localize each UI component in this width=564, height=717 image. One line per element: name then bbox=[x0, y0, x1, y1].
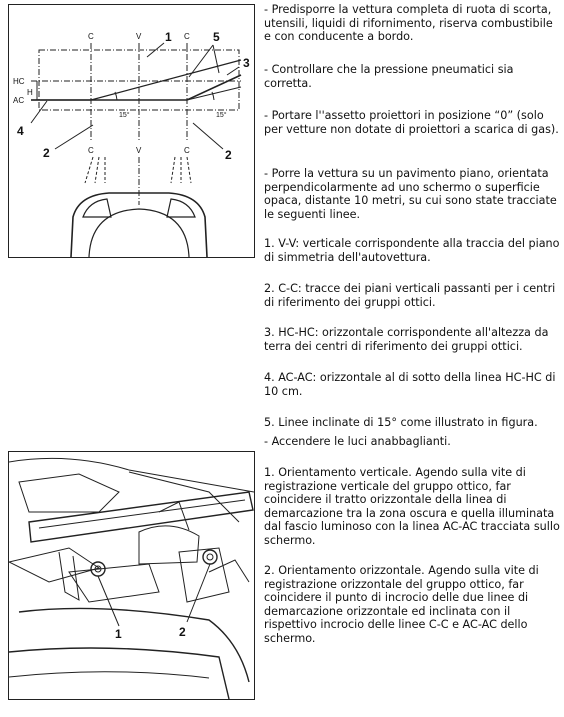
definition-c-c: 2. C-C: tracce dei piani verticali passanti per i centri di riferimento dei gruppi ottici. bbox=[264, 282, 556, 309]
callout-4: 4 bbox=[17, 124, 24, 138]
adjustment-screws-illustration bbox=[8, 451, 255, 700]
cross-member bbox=[29, 492, 253, 542]
instruction-tyre-pressure: - Controllare che la pressione pneumatici sia corretta. bbox=[264, 63, 514, 90]
leader-screw-2 bbox=[187, 564, 210, 622]
label-c-top-left: C bbox=[88, 32, 94, 41]
label-ac: AC bbox=[13, 96, 25, 105]
headlight-right bbox=[167, 199, 195, 217]
callout-2-right: 2 bbox=[225, 148, 232, 162]
instruction-headlamp-trim: - Portare l''assetto proiettori in posizione “0” (solo per vetture non dotate di proiettori a scarica di gas). bbox=[264, 109, 559, 136]
leader-screw-1 bbox=[98, 576, 119, 626]
instruction-prepare-vehicle: - Predisporre la vettura completa di ruota di scorta, utensili, liquidi di rifornimento, riserva combustibile e con conducente a bordo. bbox=[264, 3, 553, 44]
engine-edge bbox=[9, 458, 254, 492]
callout-screw-1: 1 bbox=[115, 627, 122, 641]
label-v-bottom: V bbox=[136, 146, 142, 155]
definition-hc-hc: 3. HC-HC: orizzontale corrispondente all'altezza da terra dei centri di riferimento dei gruppi ottici. bbox=[264, 326, 549, 353]
definition-inclined-lines: 5. Linee inclinate di 15° come illustrato in figura. bbox=[264, 416, 538, 429]
callout-screw-2: 2 bbox=[179, 625, 186, 639]
label-c-top-right: C bbox=[184, 32, 190, 41]
step-vertical-aiming: 1. Orientamento verticale. Agendo sulla vite di registrazione verticale del gruppo ottico, far coincidere il tratto orizzontale della linea di demarcazione tra la zona oscura e quella illuminata dal fascio luminoso con la linea AC-AC tracciata sullo schermo. bbox=[264, 466, 560, 547]
label-c-bottom-right: C bbox=[184, 146, 190, 155]
callout-1: 1 bbox=[165, 30, 172, 44]
headlight-left bbox=[83, 199, 111, 217]
label-hc: HC bbox=[13, 77, 25, 86]
label-v-top: V bbox=[136, 32, 142, 41]
callout-2-left: 2 bbox=[43, 146, 50, 160]
callout-3: 3 bbox=[243, 56, 250, 70]
label-angle-left: 15° bbox=[119, 112, 130, 119]
screw-horizontal bbox=[203, 550, 217, 564]
label-h: H bbox=[27, 88, 33, 97]
car-bonnet bbox=[89, 209, 189, 257]
label-angle-right: 15° bbox=[216, 112, 227, 119]
leader-5b bbox=[213, 45, 219, 73]
instruction-dipped-beam: - Accendere le luci anabbaglianti. bbox=[264, 435, 451, 448]
label-c-bottom-left: C bbox=[88, 146, 94, 155]
instruction-position-vehicle: - Porre la vettura su un pavimento piano, orientata perpendicolarmente ad uno schermo o superficie opaca, distante 10 metri, su cui sono state tracciate le seguenti linee. bbox=[264, 167, 557, 221]
headlamp-housing bbox=[19, 608, 249, 682]
step-horizontal-aiming: 2. Orientamento orizzontale. Agendo sulla vite di registrazione orizzontale del gruppo ottico, far coincidere il punto di incrocio delle due linee di demarcazione orizzontale ed inclinata con il rispettivo incrocio delle linee C-C e AC-AC dello schermo. bbox=[264, 564, 539, 645]
aiming-diagram-drawing bbox=[9, 5, 254, 257]
definition-v-v: 1. V-V: verticale corrispondente alla traccia del piano di simmetria dell'autovettura. bbox=[264, 237, 560, 264]
callout-5: 5 bbox=[213, 30, 220, 44]
headlight-aiming-diagram bbox=[8, 4, 255, 258]
headlamp-drawing bbox=[9, 452, 254, 699]
line-inclined-15 bbox=[31, 60, 241, 100]
leader-3 bbox=[227, 67, 239, 75]
leader-2-right bbox=[193, 123, 223, 149]
definition-ac-ac: 4. AC-AC: orizzontale al di sotto della linea HC-HC di 10 cm. bbox=[264, 371, 556, 398]
